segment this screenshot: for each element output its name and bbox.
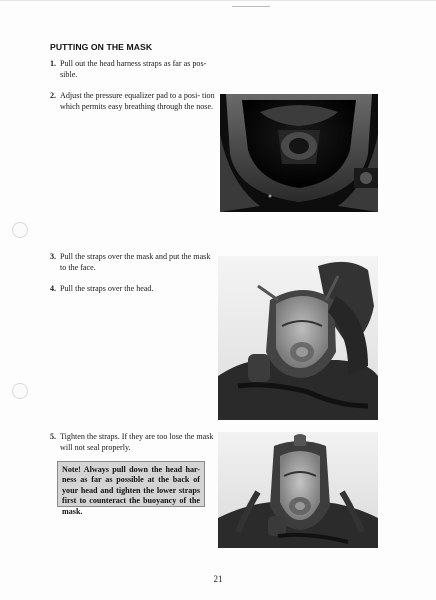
diver-donning-illustration <box>218 256 378 420</box>
page-number: 21 <box>213 574 223 584</box>
step-number: 3. <box>50 252 57 261</box>
step-number: 5. <box>50 432 57 441</box>
step-number: 1. <box>50 59 57 68</box>
punch-hole <box>12 383 28 399</box>
step-text: Pull the straps over the mask and put the mask to the face. <box>60 252 211 272</box>
step-text: Pull out the head harness straps as far as pos- sible. <box>60 59 207 79</box>
punch-hole <box>12 222 28 238</box>
step-1 <box>50 59 218 80</box>
step-5 <box>50 432 218 453</box>
photo-diver-donning-mask <box>218 256 378 420</box>
step-3 <box>50 252 218 273</box>
step-text: Tighten the straps. If they are too lose the mask will not seal properly. <box>60 432 214 452</box>
step-2 <box>50 91 218 112</box>
section-heading: PUTTING ON THE MASK <box>50 42 153 52</box>
step-text: Adjust the pressure equalizer pad to a posi- tion which permits easy breathing through the nose. <box>60 91 215 111</box>
step-number: 4. <box>50 284 57 293</box>
step-number: 2. <box>50 91 57 100</box>
step-4 <box>50 284 218 295</box>
mask-interior-illustration <box>220 94 378 212</box>
scan-mark <box>232 6 270 7</box>
photo-diver-mask-fitted <box>218 432 378 548</box>
scan-edge <box>0 0 436 1</box>
step-text: Pull the straps over the head. <box>60 284 154 293</box>
photo-mask-interior <box>220 94 378 212</box>
note-box: Note! Always pull down the head har- ness as far as possible at the back of your head and tighten the lower straps first to counteract the buoyancy of the mask. <box>57 461 205 507</box>
diver-fitted-illustration <box>218 432 378 548</box>
